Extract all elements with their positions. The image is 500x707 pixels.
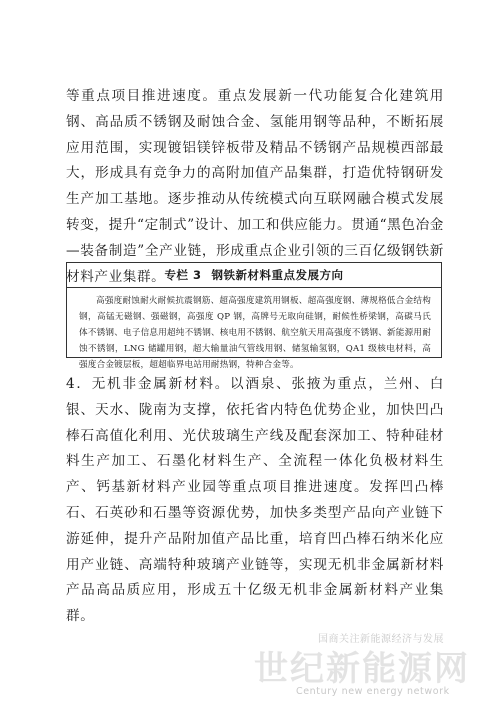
paragraph-steel: 等重点项目推进速度。重点发展新一代功能复合化建筑用钢、高品质不锈钢及耐蚀合金、氢能用钢等品种，不断拓展应用范围，实现镀铝镁锌板带及精品不锈钢产品规模西部最大，形成具有竞争力的高附加值产品集群，打造优特钢研发生产加工基地。逐步推动从传统模式向互联网融合模式发展转变，提升“定制式”设计、加工和供应能力。贯通“黑色冶金—装备制造”全产业链，形成重点企业引领的三百亿级钢铁新材料产业集群。 bbox=[66, 88, 444, 285]
watermark-url: Century new energy network bbox=[296, 686, 450, 697]
box-body-text: 高强度耐蚀耐火耐候抗震钢筋、超高强度建筑用钢板、超高强度钢、薄规格低合金结构钢，高锰无磁钢、强磁钢，高强度 QP 钢，高牌号无取向硅钢，耐候性桥梁钢，高碳马氏体不锈钢、电子信息用超纯不锈钢、核电用不锈钢、航空航天用高强度不锈钢、新能源用耐蚀不锈钢，LNG 储罐用钢，超大输量油气管线用钢、储氢输氢钢，QA1 级核电材料，高强度合金镀层板，超超临界电站用耐热钢，特种合金等。 bbox=[79, 296, 431, 370]
sidebar-box-column-3 bbox=[66, 262, 442, 370]
paragraph-inorganic-materials: 4．无机非金属新材料。以酒泉、张掖为重点，兰州、白银、天水、陇南为支撑，依托省内特色优势企业，加快凹凸棒石高值化利用、光伏玻璃生产线及配套深加工、特种硅材料生产加工、石墨化材料生产、全流程一体化负极材料生产、钙基新材料产业园等重点项目推进速度。发挥凹凸棒石、石英砂和石墨等资源优势，加快多类型产品向产业链下游延伸，提升产品附加值产品比重，培育凹凸棒石纳米化应用产业链、高端特种玻璃产业链等，实现无机非金属新材料产品高品质应用，形成五十亿级无机非金属新材料产业集群。 bbox=[66, 376, 444, 625]
watermark-logo: 世纪新能源网 bbox=[254, 650, 470, 688]
watermark-slogan: 国商关注新能源经济与发展 bbox=[318, 634, 444, 644]
box-title: 钢铁新材料重点发展方向 bbox=[211, 268, 344, 282]
box-label: 专栏 3 bbox=[164, 268, 202, 282]
box-header bbox=[67, 263, 441, 288]
